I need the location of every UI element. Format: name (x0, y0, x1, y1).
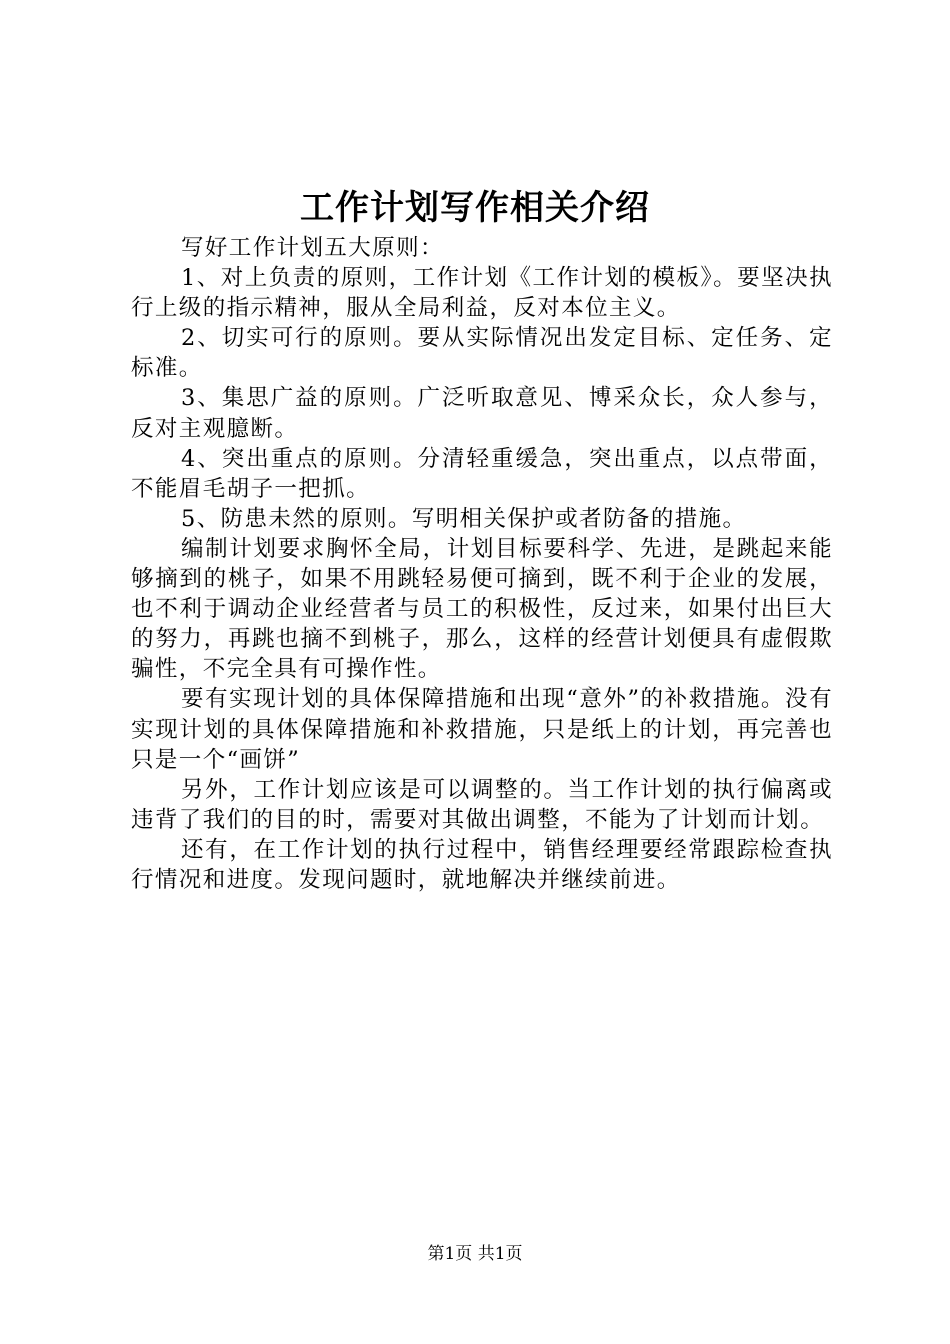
paragraph-principle-5: 5、防患未然的原则。写明相关保护或者防备的措施。 (181, 505, 747, 532)
paragraph-safeguards: 要有实现计划的具体保障措施和出现“意外”的补救措施。没有实现计划的具体保障措施和补救措施，只是纸上的计划，再完善也只是一个“画饼” (131, 686, 833, 773)
paragraph-planning-goals: 编制计划要求胸怀全局，计划目标要科学、先进，是跳起来能够摘到的桃子，如果不用跳轻易便可摘到，既不利于企业的发展，也不利于调动企业经营者与员工的积极性，反过来，如果付出巨大的努力，再跳也摘不到桃子，那么，这样的经营计划便具有虚假欺骗性，不完全具有可操作性。 (131, 535, 833, 683)
paragraph-principle-1: 1、对上负责的原则，工作计划《工作计划的模板》。要坚决执行上级的指示精神，服从全局利益，反对本位主义。 (131, 265, 833, 322)
paragraph-principle-3: 3、集思广益的原则。广泛听取意见、博采众长，众人参与，反对主观臆断。 (131, 385, 833, 442)
document-body (131, 233, 833, 895)
document-title: 工作计划写作相关介绍 (300, 188, 650, 228)
paragraph-intro: 写好工作计划五大原则： (181, 235, 444, 261)
paragraph-tracking: 还有，在工作计划的执行过程中，销售经理要经常跟踪检查执行情况和进度。发现问题时，就地解决并继续前进。 (131, 836, 833, 893)
paragraph-principle-2: 2、切实可行的原则。要从实际情况出发定目标、定任务、定标准。 (131, 325, 833, 382)
paragraph-adjustment: 另外，工作计划应该是可以调整的。当工作计划的执行偏离或违背了我们的目的时，需要对其做出调整，不能为了计划而计划。 (131, 776, 833, 833)
paragraph-principle-4: 4、突出重点的原则。分清轻重缓急，突出重点，以点带面，不能眉毛胡子一把抓。 (131, 445, 833, 502)
page-footer: 第1页 共1页 (427, 1244, 523, 1264)
